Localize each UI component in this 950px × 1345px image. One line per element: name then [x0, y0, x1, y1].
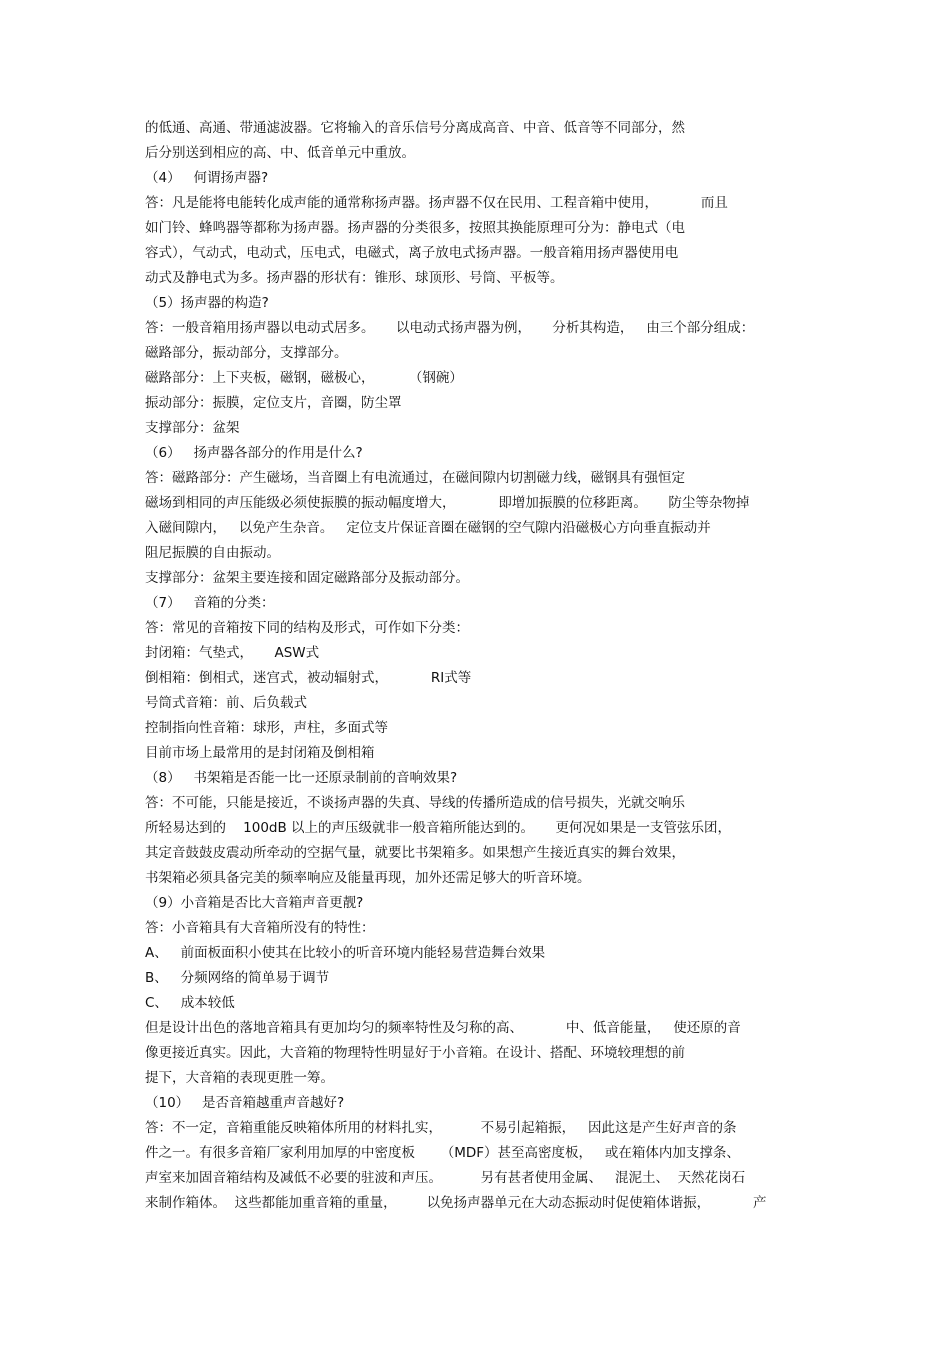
text-line: 磁路部分，振动部分，支撑部分。: [145, 345, 348, 361]
text-line: 但是设计出色的落地音箱具有更加均匀的频率特性及匀称的高、 中、低音能量， 使还原的音: [145, 1020, 741, 1036]
text-line: C、 成本较低: [145, 995, 235, 1011]
text-line: 所轻易达到的 100dB 以上的声压级就非一般音箱所能达到的。 更何况如果是一支管弦乐团，: [145, 820, 732, 836]
text-line: （9）小音箱是否比大音箱声音更靓?: [145, 895, 364, 911]
text-line: 的低通、高通、带通滤波器。它将输入的音乐信号分离成高音、中音、低音等不同部分，然: [145, 120, 685, 136]
text-line: 磁场到相同的声压能级必须使振膜的振动幅度增大， 即增加振膜的位移距离。 防尘等杂物掉: [145, 495, 750, 511]
text-line: 答：凡是能将电能转化成声能的通常称扬声器。扬声器不仅在民用、工程音箱中使用， 而且: [145, 195, 728, 211]
text-line: 支撑部分：盆架: [145, 420, 240, 436]
text-line: A、 前面板面积小使其在比较小的听音环境内能轻易营造舞台效果: [145, 945, 546, 961]
text-line: 答：一般音箱用扬声器以电动式居多。 以电动式扬声器为例， 分析其构造， 由三个部分组成：: [145, 320, 755, 336]
text-line: （8） 书架箱是否能一比一还原录制前的音响效果?: [145, 770, 458, 786]
text-line: 答：磁路部分：产生磁场，当音圈上有电流通过，在磁间隙内切割磁力线，磁钢具有强恒定: [145, 470, 685, 486]
text-line: （7） 音箱的分类：: [145, 595, 275, 611]
text-line: 答：不一定，音箱重能反映箱体所用的材料扎实， 不易引起箱振， 因此这是产生好声音的条: [145, 1120, 737, 1136]
text-line: 封闭箱：气垫式， ASW式: [145, 645, 320, 661]
text-line: （10） 是否音箱越重声音越好?: [145, 1095, 345, 1111]
text-line: 答：小音箱具有大音箱所没有的特性：: [145, 920, 375, 936]
text-line: 提下，大音箱的表现更胜一筹。: [145, 1070, 334, 1086]
text-line: （4） 何谓扬声器?: [145, 170, 269, 186]
text-line: B、 分频网络的简单易于调节: [145, 970, 330, 986]
text-line: 容式），气动式，电动式，压电式，电磁式，离子放电式扬声器。一般音箱用扬声器使用电: [145, 245, 679, 261]
text-line: 号筒式音箱：前、后负载式: [145, 695, 307, 711]
text-line: 像更接近真实。因此，大音箱的物理特性明显好于小音箱。在设计、搭配、环境较理想的前: [145, 1045, 685, 1061]
text-line: 书架箱必须具备完美的频率响应及能量再现，加外还需足够大的听音环境。: [145, 870, 591, 886]
text-line: 后分别送到相应的高、中、低音单元中重放。: [145, 145, 415, 161]
text-line: 控制指向性音箱：球形，声柱，多面式等: [145, 720, 388, 736]
text-line: 动式及静电式为多。扬声器的形状有：锥形、球顶形、号筒、平板等。: [145, 270, 564, 286]
text-line: 磁路部分：上下夹板，磁钢，磁极心， （钢碗）: [145, 370, 463, 386]
text-line: 振动部分：振膜，定位支片，音圈，防尘罩: [145, 395, 402, 411]
text-line: 答：常见的音箱按下同的结构及形式，可作如下分类：: [145, 620, 469, 636]
text-line: 入磁间隙内， 以免产生杂音。 定位支片保证音圈在磁钢的空气隙内沿磁极心方向垂直振动并: [145, 520, 711, 536]
text-line: （5）扬声器的构造?: [145, 295, 269, 311]
text-line: 阻尼振膜的自由振动。: [145, 545, 280, 561]
text-line: 倒相箱：倒相式，迷宫式，被动辐射式， RI式等: [145, 670, 472, 686]
text-line: 答：不可能，只能是接近，不谈扬声器的失真、导线的传播所造成的信号损失，光就交响乐: [145, 795, 685, 811]
text-line: 如门铃、蜂鸣器等都称为扬声器。扬声器的分类很多，按照其换能原理可分为：静电式（电: [145, 220, 685, 236]
text-line: 目前市场上最常用的是封闭箱及倒相箱: [145, 745, 375, 761]
text-line: 声室来加固音箱结构及减低不必要的驻波和声压。 另有甚者使用金属、 混泥土、 天然花岗石: [145, 1170, 746, 1186]
text-line: 支撑部分：盆架主要连接和固定磁路部分及振动部分。: [145, 570, 469, 586]
text-line: 其定音鼓鼓皮震动所牵动的空据气量，就要比书架箱多。如果想产生接近真实的舞台效果，: [145, 845, 685, 861]
text-line: 来制作箱体。 这些都能加重音箱的重量， 以免扬声器单元在大动态振动时促使箱体谐振， 产: [145, 1195, 767, 1211]
text-line: （6） 扬声器各部分的作用是什么?: [145, 445, 363, 461]
text-line: 件之一。有很多音箱厂家利用加厚的中密度板 （MDF）甚至高密度板， 或在箱体内加支撑条、: [145, 1145, 740, 1161]
